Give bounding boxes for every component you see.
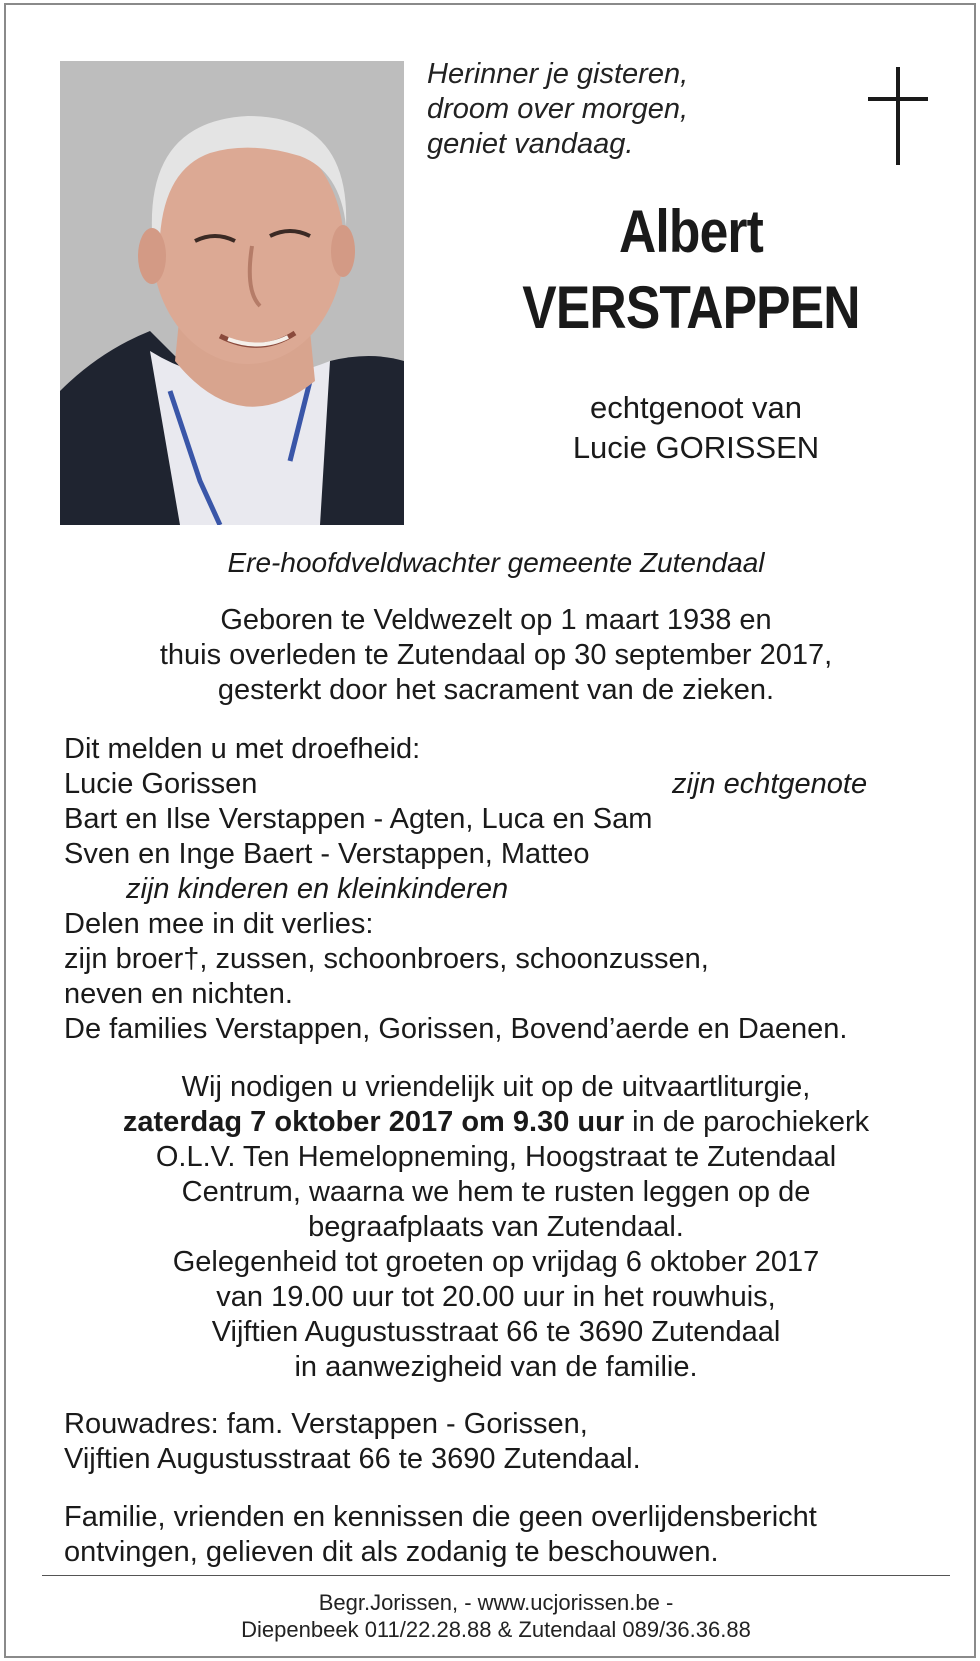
family-children-role: zijn kinderen en kleinkinderen [126,873,509,905]
birth-death-line: gesterkt door het sacrament van de zieken. [217,674,775,706]
deceased-first-name: Albert [619,198,763,265]
birth-death-line: thuis overleden te Zutendaal op 30 september 2017, [159,639,833,671]
birth-death-text [6,603,980,708]
portrait-illustration [60,61,404,525]
honorary-title: Ere-hoofdveldwachter gemeente Zutendaal [227,547,765,578]
family-list [64,732,944,1047]
family-child: Bart en Ilse Verstappen - Agten, Luca en Sam [64,803,653,835]
invitation-line: Wij nodigen u vriendelijk uit op de uitvaartliturgie, [181,1071,811,1103]
address-line: Vijftien Augustusstraat 66 te 3690 Zutendaal. [64,1443,641,1475]
family-spouse-row [64,767,944,802]
family-intro: Dit melden u met droefheid: [64,733,421,765]
family-relatives-line: zijn broer†, zussen, schoonbroers, schoonzussen, [64,943,709,975]
family-relatives-line: neven en nichten. [64,978,293,1010]
invitation-line: van 19.00 uur tot 20.00 uur in het rouwhuis, [216,1281,776,1313]
deceased-last-name: VERSTAPPEN [522,274,860,341]
undertaker-footer [6,1589,980,1643]
address-line: Rouwadres: fam. Verstappen - Gorissen, [64,1408,588,1440]
invitation-line: O.L.V. Ten Hemelopneming, Hoogstraat te Zutendaal [155,1141,837,1173]
invitation-line: in aanwezigheid van de familie. [294,1351,698,1383]
footer-line: Begr.Jorissen, - www.ucjorissen.be - [318,1590,674,1615]
invitation-line-rest: in de parochiekerk [624,1106,870,1138]
poem-line: Herinner je gisteren, [427,58,689,90]
notice-line: ontvingen, gelieven dit als zodanig te beschouwen. [64,1536,719,1568]
family-share-intro: Delen mee in dit verlies: [64,908,374,940]
cross-icon [868,67,928,165]
invitation-line: Centrum, waarna we hem te rusten leggen op de [181,1176,811,1208]
mourning-address [64,1407,944,1477]
family-spouse-name: Lucie Gorissen [64,768,258,800]
poem-line: geniet vandaag. [427,128,634,160]
spouse-relation: echtgenoot van [589,390,802,425]
invitation-line: Gelegenheid tot groeten op vrijdag 6 oktober 2017 [172,1246,820,1278]
invitation-date-line [6,1105,980,1140]
poem-line: droom over morgen, [427,93,689,125]
notice-text [64,1500,944,1570]
family-relatives-line: De families Verstappen, Gorissen, Bovend’aerde en Daenen. [64,1013,848,1045]
funeral-invitation [6,1070,980,1385]
family-child: Sven en Inge Baert - Verstappen, Matteo [64,838,590,870]
memorial-poem [427,57,757,162]
spouse-name: Lucie GORISSEN [572,430,820,465]
funeral-date: zaterdag 7 oktober 2017 om 9.30 uur [122,1106,625,1138]
obituary-card [4,3,976,1658]
birth-death-line: Geboren te Veldwezelt op 1 maart 1938 en [220,604,772,636]
portrait-photo [60,61,404,525]
footer-line: Diepenbeek 011/22.28.88 & Zutendaal 089/36.36.88 [241,1617,751,1642]
notice-line: Familie, vrienden en kennissen die geen overlijdensbericht [64,1501,817,1533]
invitation-line: Vijftien Augustusstraat 66 te 3690 Zutendaal [211,1316,781,1348]
family-spouse-role: zijn echtgenote [672,768,868,800]
invitation-line: begraafplaats van Zutendaal. [308,1211,684,1243]
footer-divider [42,1575,950,1576]
